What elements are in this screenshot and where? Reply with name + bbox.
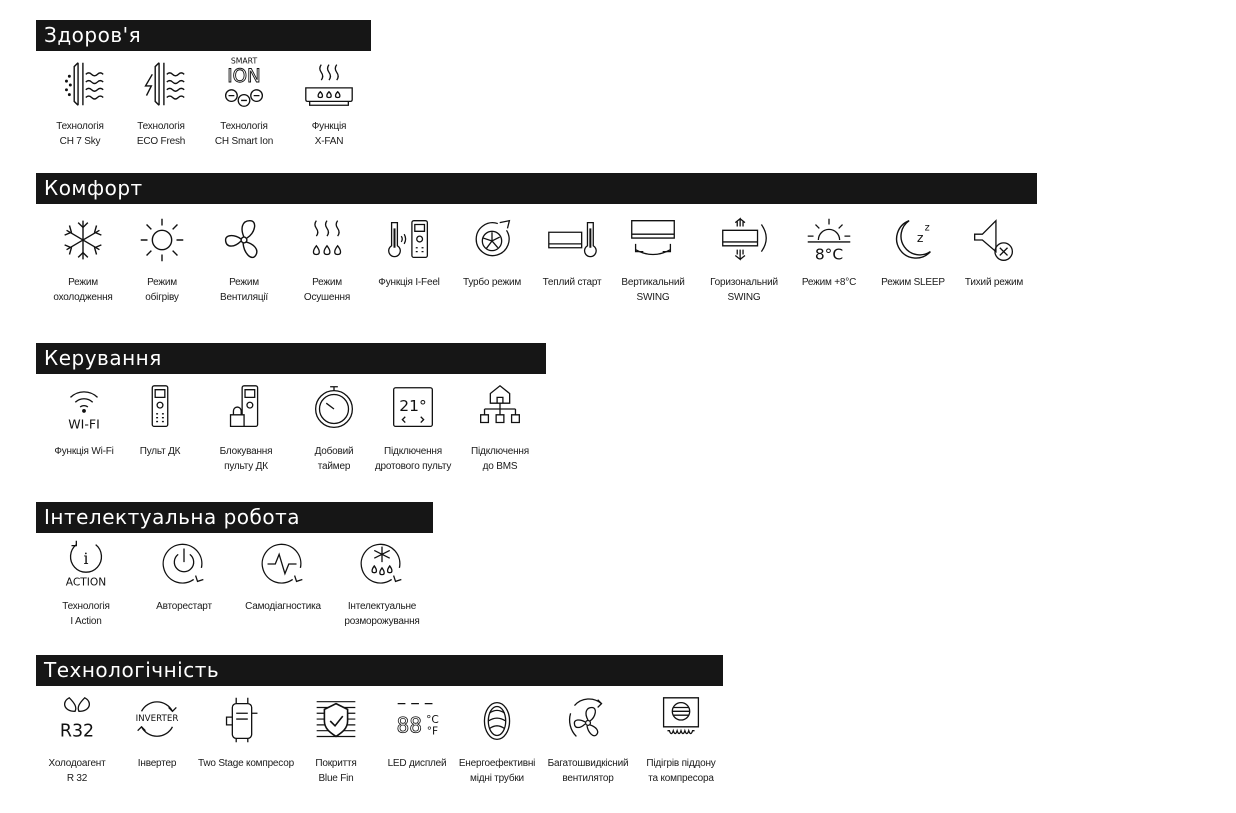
feature-label-line1: LED дисплей (387, 758, 447, 769)
feature-label-line2: пульту ДК (224, 461, 268, 472)
feature-label-line1: Добовий (314, 446, 354, 457)
feature-label-line1: Авторестарт (156, 601, 212, 612)
feature-label-line2: CH Smart Ion (214, 136, 274, 147)
sleep-icon (884, 211, 942, 269)
feature-label-line1: Пульт ДК (139, 446, 181, 457)
self-diagnostic-icon (254, 535, 312, 593)
vertical-swing-icon (624, 211, 682, 269)
svg-text:21°: 21° (399, 396, 427, 415)
feature-dehumidify-mode (283, 211, 371, 305)
svg-text:SMART: SMART (230, 56, 258, 66)
feature-wifi (40, 380, 128, 459)
inverter-icon (128, 692, 186, 750)
feature-plus-8-mode (785, 211, 873, 290)
feature-heating-mode (118, 211, 206, 305)
feature-ventilation-mode (200, 211, 288, 305)
feature-label-line2: Осушення (303, 292, 351, 303)
feature-two-stage-compressor (198, 692, 294, 771)
feature-label-line2: ECO Fresh (136, 136, 186, 147)
feature-label-line2: SWING (727, 292, 761, 303)
feature-label-line1: Теплий старт (542, 277, 602, 288)
multispeed-fan-icon (559, 692, 617, 750)
feature-label-line2: SWING (636, 292, 670, 303)
feature-i-feel (365, 211, 453, 290)
feature-label-line1: Технологія (62, 601, 110, 612)
feature-label-line1: Багатошвидкісний (547, 758, 629, 769)
feature-x-fan (285, 55, 373, 149)
feature-inverter (113, 692, 201, 771)
compressor-icon (213, 692, 271, 750)
led-display-icon (388, 692, 446, 750)
feature-label-line2: Blue Fin (318, 773, 354, 784)
eco-fresh-icon (132, 55, 190, 113)
feature-label-line1: Покриття (315, 758, 357, 769)
feature-label-line1: Технологія (220, 121, 268, 132)
feature-quiet-mode (950, 211, 1038, 290)
feature-label-line2: та компресора (648, 773, 714, 784)
feature-label-line1: Вертикальний (621, 277, 685, 288)
feature-label-line2: до BMS (482, 461, 518, 472)
turbo-icon (463, 211, 521, 269)
feature-copper-tubes (453, 692, 541, 786)
copper-tube-icon (468, 692, 526, 750)
feature-label-line2: CH 7 Sky (59, 136, 101, 147)
defrost-icon (353, 535, 411, 593)
feature-label-line1: Енергоефективні (458, 758, 536, 769)
feature-sleep-mode (869, 211, 957, 290)
snowflake-icon (54, 211, 112, 269)
feature-led-display (373, 692, 461, 771)
feature-vertical-swing (609, 211, 697, 305)
feature-label-line2: мідні трубки (470, 773, 524, 784)
feature-label-line2: вентилятор (562, 773, 614, 784)
feature-label-line1: Інвертер (137, 758, 177, 769)
feature-label-line1: Режим (312, 277, 342, 288)
feature-label-line1: Функція (311, 121, 347, 132)
horizontal-swing-icon (715, 211, 773, 269)
section-title-health: Здоров'я (36, 20, 371, 51)
feature-label-line1: Підключення (384, 446, 442, 457)
feature-ch7-sky (36, 55, 124, 149)
x-fan-icon (300, 55, 358, 113)
feature-eco-fresh (117, 55, 205, 149)
feature-label-line2: таймер (317, 461, 351, 472)
wifi-icon (55, 380, 113, 438)
svg-text:8°C: 8°C (814, 245, 844, 264)
feature-multispeed-fan (544, 692, 632, 786)
feature-remote-lock (202, 380, 290, 474)
feature-label-line1: Технологія (137, 121, 185, 132)
svg-text:i: i (83, 550, 89, 568)
feature-label-line1: Технологія (56, 121, 104, 132)
svg-text:ION: ION (227, 66, 261, 88)
feature-label-line2: I Action (70, 616, 102, 627)
section-title-intelligent-operation: Інтелектуальна робота (36, 502, 433, 533)
feature-label-line2: дротового пульту (374, 461, 452, 472)
quiet-icon (965, 211, 1023, 269)
remote-icon (131, 380, 189, 438)
timer-icon (305, 380, 363, 438)
svg-text:R32: R32 (59, 721, 95, 742)
i-feel-icon (380, 211, 438, 269)
dehumidify-icon (298, 211, 356, 269)
svg-text:°C: °C (426, 712, 439, 726)
feature-r32 (33, 692, 121, 786)
feature-label-line1: Two Stage компресор (198, 758, 294, 769)
feature-horizontal-swing (700, 211, 788, 305)
heater-icon (652, 692, 710, 750)
feature-label-line1: Блокування (219, 446, 273, 457)
feature-label-line1: Режим (229, 277, 259, 288)
feature-turbo-mode (448, 211, 536, 290)
sky-filter-icon (51, 55, 109, 113)
feature-intelligent-defrost (338, 535, 426, 629)
fan-icon (215, 211, 273, 269)
smart-ion-icon (215, 55, 273, 113)
section-title-comfort: Комфорт (36, 173, 1037, 204)
feature-label-line1: Горизональний (710, 277, 778, 288)
feature-label-line1: Тихий режим (964, 277, 1024, 288)
feature-label-line1: Функція I-Feel (378, 277, 440, 288)
feature-label-line1: Самодіагностика (245, 601, 321, 612)
feature-label-line1: Режим SLEEP (881, 277, 945, 288)
section-title-technology: Технологічність (36, 655, 723, 686)
feature-blue-fin (292, 692, 380, 786)
svg-text:INVERTER: INVERTER (135, 714, 179, 724)
feature-label-line1: Режим (68, 277, 98, 288)
wired-controller-icon (384, 380, 442, 438)
feature-pan-heater (637, 692, 725, 786)
bms-icon (471, 380, 529, 438)
feature-label-line2: обігріву (145, 292, 179, 303)
feature-label-line1: Підігрів піддону (646, 758, 716, 769)
svg-text:z: z (924, 222, 930, 234)
r32-icon (48, 692, 106, 750)
feature-self-diagnostic (239, 535, 327, 614)
feature-smart-ion (200, 55, 288, 149)
feature-cooling-mode (39, 211, 127, 305)
feature-label-line1: Режим +8°С (801, 277, 857, 288)
feature-label-line2: охолодження (53, 292, 113, 303)
feature-wired-controller (369, 380, 457, 474)
feature-label-line1: Холодоагент (48, 758, 106, 769)
i-action-icon (57, 535, 115, 593)
warm-start-icon (543, 211, 601, 269)
autorestart-icon (155, 535, 213, 593)
feature-label-line2: X-FAN (314, 136, 344, 147)
svg-text:z: z (916, 229, 924, 245)
feature-label-line2: розморожування (344, 616, 420, 627)
feature-label-line1: Турбо режим (462, 277, 522, 288)
feature-label-line1: Інтелектуальне (347, 601, 417, 612)
section-title-control: Керування (36, 343, 546, 374)
feature-label-line1: Режим (147, 277, 177, 288)
feature-label-line1: Підключення (471, 446, 529, 457)
svg-text:ACTION: ACTION (65, 575, 107, 589)
svg-text:°F: °F (426, 724, 439, 738)
svg-text:WI-FI: WI-FI (68, 416, 100, 432)
sun-icon (133, 211, 191, 269)
feature-daily-timer (290, 380, 378, 474)
feature-label-line2: Вентиляції (220, 292, 268, 303)
feature-bms (456, 380, 544, 474)
plus-8c-icon (800, 211, 858, 269)
svg-text:88: 88 (396, 713, 423, 739)
feature-i-action (42, 535, 130, 629)
feature-autorestart (140, 535, 228, 614)
feature-label-line2: R 32 (66, 773, 88, 784)
feature-warm-start (528, 211, 616, 290)
blue-fin-icon (307, 692, 365, 750)
remote-lock-icon (217, 380, 275, 438)
feature-label-line1: Функція Wi-Fi (54, 446, 114, 457)
feature-remote-control (116, 380, 204, 459)
